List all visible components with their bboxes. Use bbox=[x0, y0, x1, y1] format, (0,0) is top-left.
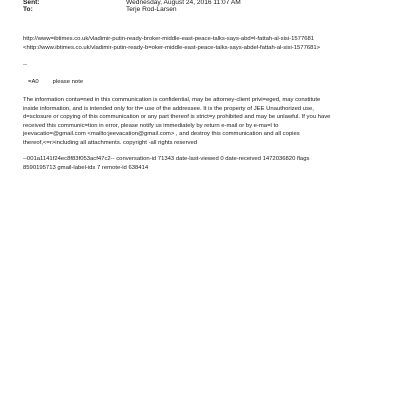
separator-text: -- bbox=[23, 62, 27, 68]
note-prefix: =A0 bbox=[28, 79, 39, 85]
sent-label: Sent: bbox=[23, 0, 40, 6]
confidentiality-line-4: received this communic=tion in error, please notify us immediately by return e-mail or by e-ma=l to bbox=[23, 122, 279, 129]
to-label: To: bbox=[23, 6, 33, 13]
confidentiality-line-2: inside information, and is intended only for th= use of the addressee. It is the property of JEE Unauthorized use, bbox=[23, 105, 314, 112]
note-text: please note bbox=[52, 79, 84, 85]
note-line bbox=[23, 78, 383, 87]
confidentiality-line-3: d=sclosure or copying of this communication or any part thereof is strict=y prohibited and may be unlawful. If you have bbox=[23, 114, 331, 121]
confidentiality-line-1: The information conta=ned in this communication is confidential, may be attorney-client privi=eged, may constitute bbox=[23, 97, 321, 103]
metadata-line-1: --001a1141f24ec8f83f053acf47c2-- conversation-id 71343 date-last-viewed 0 date-received 1472036820 flags bbox=[23, 156, 310, 162]
metadata-line-2: 8590195713 gmail-label-ids 7 remote-id 638414 bbox=[23, 164, 149, 171]
article-url-block bbox=[23, 35, 383, 52]
article-url-line-1[interactable]: http://www=ibtimes.co.uk/vladimir-putin-ready-broker-middle-east-peace-talks-says-abd=l-fattah-al-sisi-1577681 bbox=[23, 36, 315, 42]
to-value: Terje Rod-Larsen bbox=[126, 6, 177, 13]
message-metadata bbox=[23, 155, 383, 172]
confidentiality-line-6: thereof,<=r>including all attachments. copyright -all rights reserved bbox=[23, 139, 198, 146]
confidentiality-notice bbox=[23, 96, 383, 148]
sent-value: Wednesday, August 24, 2016 11:07 AM bbox=[126, 0, 241, 6]
confidentiality-line-5: jeevacatio=@gmail.com <mailto:jeevacation@gmail.com> , and destroy this communication and all copies bbox=[23, 131, 300, 138]
article-url-line-2[interactable]: <http://www.ibtimes.co.uk/vladimir-putin-ready-b=oker-middle-east-peace-talks-says-abdel-fattah-al-sisi-1577681> bbox=[23, 44, 321, 51]
separator-dots bbox=[23, 61, 383, 70]
